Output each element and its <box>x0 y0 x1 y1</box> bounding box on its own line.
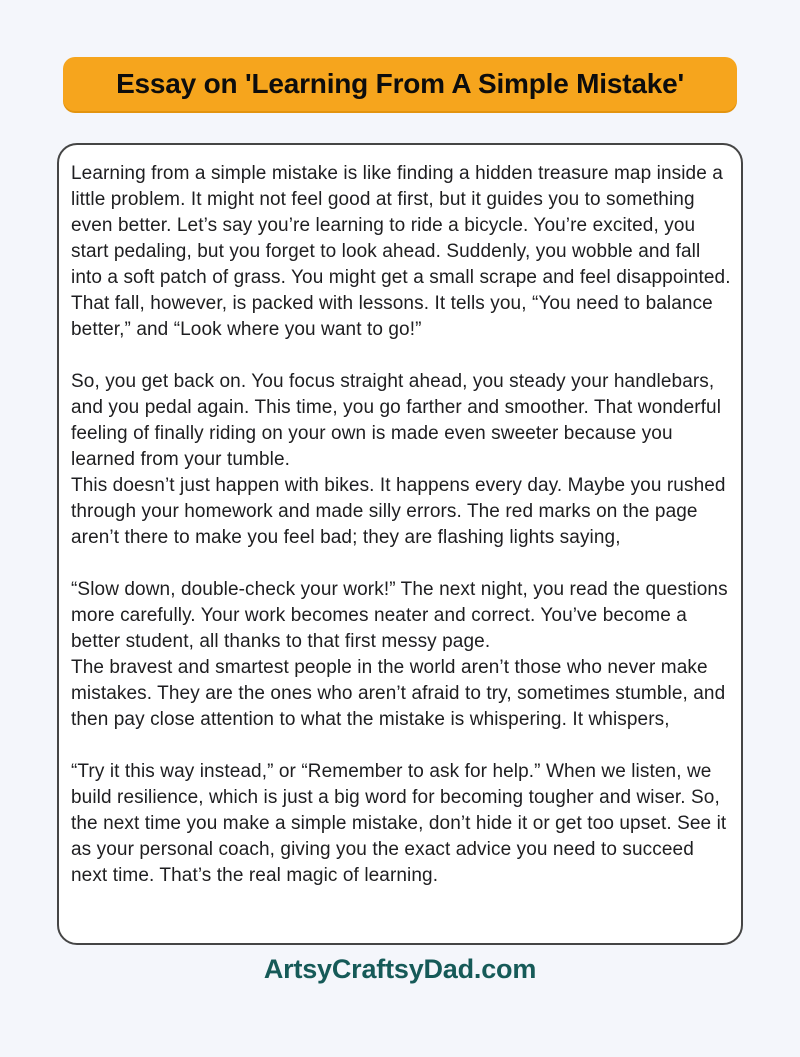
essay-box <box>57 143 743 945</box>
essay-paragraph-2: So, you get back on. You focus straight ahead, you steady your handlebars, and you pedal again. This time, you go farther and smoother. That wonderful feeling of finally riding on your own is made even sweeter because you learned from your tumble. <box>71 371 722 470</box>
essay-paragraph-4: “Slow down, double-check your work!” The next night, you read the questions more carefully. Your work becomes neater and correct. You’ve become a better student, all thanks to that first messy page. <box>71 579 728 652</box>
page <box>0 57 800 1057</box>
footer <box>0 954 800 985</box>
title-banner <box>63 57 737 111</box>
essay-paragraph-5: The bravest and smartest people in the world aren’t those who never make mistakes. They are the ones who aren’t afraid to try, sometimes stumble, and then pay close attention to what the mistake is whispering. It whispers, <box>71 657 726 730</box>
essay-paragraph-3: This doesn’t just happen with bikes. It happens every day. Maybe you rushed through your homework and made silly errors. The red marks on the page aren’t there to make you feel bad; they are flashing lights saying, <box>71 475 726 548</box>
site-watermark: ArtsyCraftsyDad.com <box>263 954 537 984</box>
essay-paragraph-1: Learning from a simple mistake is like finding a hidden treasure map inside a little problem. It might not feel good at first, but it guides you to something even better. Let’s say you’re learning to ride a bicycle. You’re excited, you start pedaling, but you forget to look ahead. Suddenly, you wobble and fall into a soft patch of grass. You might get a small scrape and feel disappointed. That fall, however, is packed with lessons. It tells you, “You need to balance better,” and “Look where you want to go!” <box>71 163 731 340</box>
essay-paragraph-6: “Try it this way instead,” or “Remember to ask for help.” When we listen, we build resilience, which is just a big word for becoming tougher and wiser. So, the next time you make a simple mistake, don’t hide it or get too upset. See it as your personal coach, giving you the exact advice you need to succeed next time. That’s the real magic of learning. <box>71 761 727 886</box>
page-title: Essay on 'Learning From A Simple Mistake' <box>116 68 684 99</box>
